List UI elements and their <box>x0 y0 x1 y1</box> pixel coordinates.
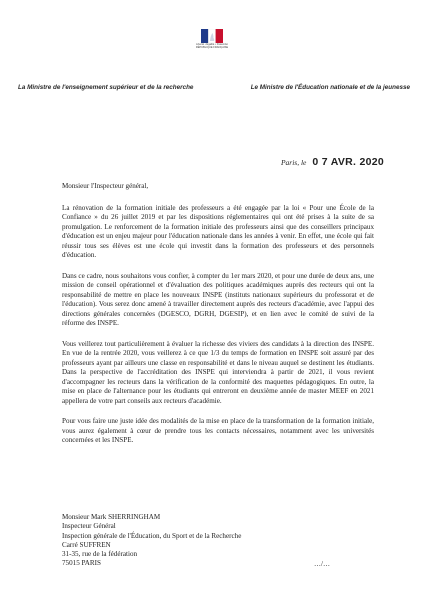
recipient-building: Carré SUFFREN <box>62 540 111 549</box>
recipient-name: Monsieur Mark SHERRINGHAM <box>62 513 161 521</box>
recipient-address <box>62 513 241 569</box>
recipient-title: Inspecteur Général <box>62 522 116 531</box>
emblem-republique: RÉPUBLIQUE FRANÇAISE <box>195 46 229 50</box>
place-label: Paris, le <box>280 158 307 167</box>
republique-francaise-logo <box>190 29 234 49</box>
marianne-flag-icon <box>201 29 223 43</box>
emblem-motto: Liberté • Égalité • Fraternité <box>196 43 228 46</box>
continuation-mark: …/… <box>314 560 330 568</box>
ministers-header <box>18 84 410 96</box>
date-stamp: 0 7 AVR. 2020 <box>312 156 384 168</box>
paragraph-reform: La rénovation de la formation initiale des professeurs a été engagée par la loi « Pour une École de la Confiance » du 26 juillet 2019 et par les dispositions réglementaires qui ont été prises à la suite de sa promulgation. Le renforcement de la formation initiale des professeurs ainsi que des conseillers principaux d'éducation est un enjeu majeur pour l'éducation nationale dans les années à venir. En effet, une école qui fait réussir tous ses élèves est une école qui investit dans la formation des professeurs et des personnels d'éducation. <box>62 203 374 259</box>
letter-body <box>62 182 374 457</box>
recipient-department: Inspection générale de l'Éducation, du Sport et de la Recherche <box>62 531 242 540</box>
paragraph-contacts: Pour vous faire une juste idée des modalités de la mise en place de la transformation de la formation initiale, vous aurez également à cœur de prendre tous les contacts nécessaires, notamment avec les universités concernées et les INSPE. <box>62 417 374 444</box>
recipient-city: 75015 PARIS <box>62 559 101 568</box>
paragraph-inspe: Vous veillerez tout particulièrement à évaluer la richesse des viviers des candidats à la direction des INSPE. En vue de la rentrée 2020, vous veillerez à ce que 1/3 du temps de formation en INSPE soit assuré par des professeurs ayant par ailleurs une classe en responsabilité et dans le niveau auquel se destinent les étudiants. Dans la perspective de l'accréditation des INSPE qui interviendra à partir de 2021, il vous revient d'accompagner les recteurs dans la vérification de la conformité des maquettes pédagogiques. En outre, la mise en place de l'alternance pour les étudiants qui entreront en deuxième année de master MEEF en 2021 appellera de votre part conseils aux recteurs d'académie. <box>62 339 374 405</box>
place-and-date <box>281 152 384 170</box>
paragraph-mission: Dans ce cadre, nous souhaitons vous confier, à compter du 1er mars 2020, et pour une durée de deux ans, une mission de conseil opérationnel et d'évaluation des politiques académiques auprès des recteurs qui ont la responsabilité de mettre en place les nouveaux INSPE (instituts nationaux supérieurs du professorat et de l'éducation). Vous serez donc amené à travailler directement auprès des recteurs d'académie, avec l'appui des directions générales concernées (DGESCO, DGRH, DGESIP), et en lien avec le comité de suivi de la réforme des INSPE. <box>62 271 374 327</box>
minister-national-education: Le Ministre de l'Éducation nationale et de la jeunesse <box>250 84 410 91</box>
salutation: Monsieur l'Inspecteur général, <box>62 182 149 190</box>
minister-higher-education: La Ministre de l'enseignement supérieur et de la recherche <box>18 84 194 91</box>
recipient-street: 31-35, rue de la fédération <box>62 550 138 559</box>
